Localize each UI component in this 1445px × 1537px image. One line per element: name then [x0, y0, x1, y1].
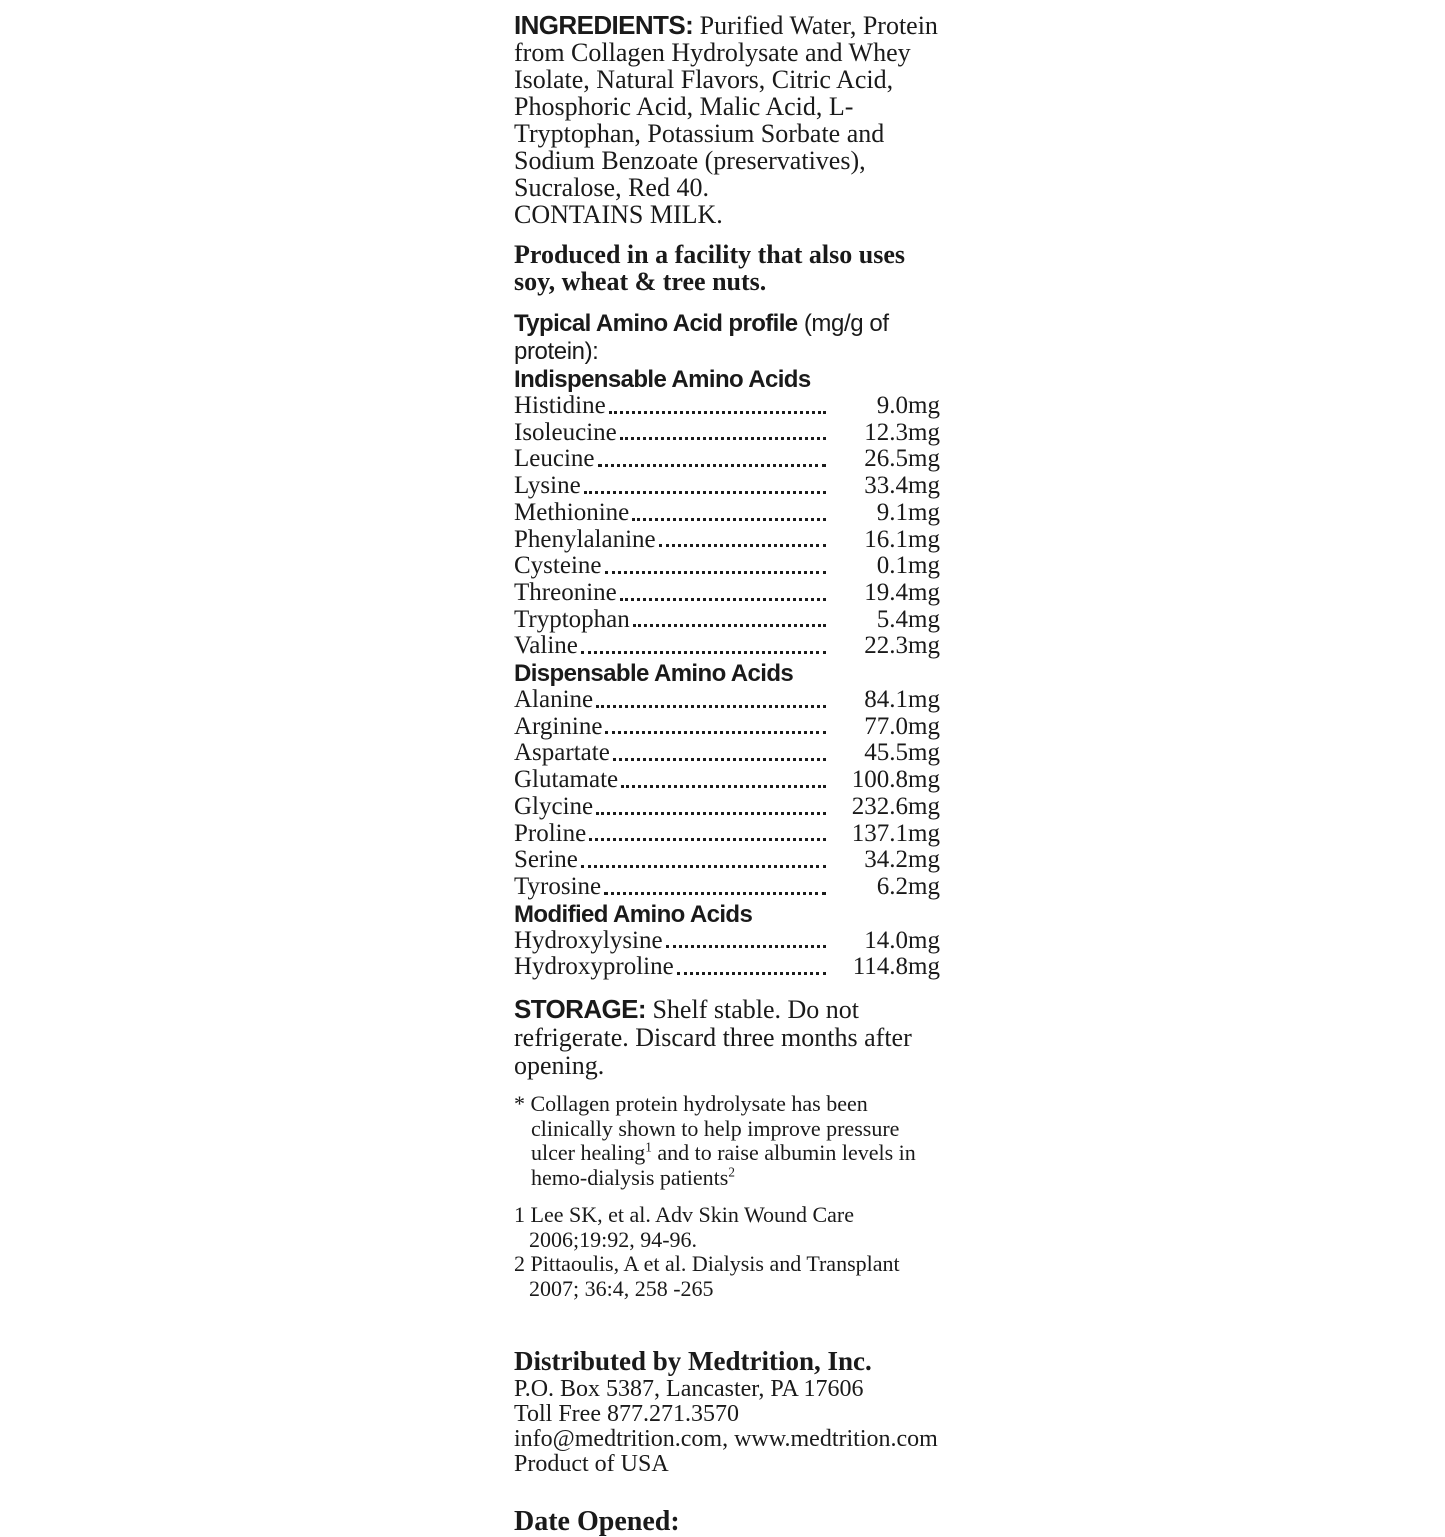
amino-row — [514, 954, 940, 981]
contains-milk-statement: CONTAINS MILK. — [514, 200, 723, 229]
reference-2-number: 2 — [514, 1251, 531, 1277]
dot-leader — [605, 571, 827, 574]
dot-leader — [621, 785, 826, 788]
amino-name: Tyrosine — [514, 872, 602, 900]
amino-row — [514, 607, 940, 634]
storage-heading: STORAGE: — [514, 994, 646, 1025]
storage-text: Shelf stable. Do not refrigerate. Discard three months after opening. — [514, 995, 912, 1081]
amino-value: 34.2mg — [864, 846, 940, 874]
ingredients-text: Purified Water, Protein from Collagen Hydrolysate and Whey Isolate, Natural Flavors, Citric Acid, Phosphoric Acid, Malic Acid, L-Tryptophan, Potassium Sorbate and Sodium Benzoate (preservatives), Sucralose, Red 40. — [514, 11, 938, 202]
amino-value: 26.5mg — [864, 445, 940, 473]
allergen-notice: Produced in a facility that also uses soy, wheat & tree nuts. — [514, 240, 905, 296]
amino-name: Proline — [514, 819, 587, 847]
distributor-address: P.O. Box 5387, Lancaster, PA 17606 — [514, 1376, 864, 1403]
dot-leader — [632, 518, 826, 521]
amino-value: 22.3mg — [864, 632, 940, 660]
amino-row — [514, 473, 940, 500]
amino-value: 16.1mg — [864, 525, 940, 553]
dot-leader — [581, 651, 826, 654]
date-opened-label: Date Opened: — [514, 1506, 680, 1537]
amino-profile-title — [514, 310, 940, 366]
amino-value: 6.2mg — [876, 872, 940, 900]
reference-2 — [514, 1252, 940, 1301]
amino-row — [514, 393, 940, 420]
amino-row — [514, 767, 940, 794]
amino-value: 84.1mg — [864, 686, 940, 714]
amino-name: Leucine — [514, 445, 595, 473]
dot-leader — [581, 865, 826, 868]
distributor-name: Distributed by Medtrition, Inc. — [514, 1346, 872, 1377]
amino-groups — [514, 366, 940, 981]
footnote-text-1: Collagen protein hydrolysate has been clinically shown to help improve pressure ulcer healing — [530, 1091, 900, 1166]
amino-value: 5.4mg — [876, 605, 940, 633]
product-origin: Product of USA — [514, 1451, 669, 1478]
amino-name: Threonine — [514, 578, 617, 606]
amino-name: Methionine — [514, 498, 630, 526]
dot-leader — [596, 812, 826, 815]
storage-paragraph — [514, 995, 940, 1080]
amino-name: Tryptophan — [514, 605, 630, 633]
reference-1-text: Lee SK, et al. Adv Skin Wound Care 2006;19:92, 94-96. — [529, 1202, 855, 1252]
dot-leader — [605, 731, 826, 734]
distributor-block — [514, 1346, 940, 1477]
distributor-phone: Toll Free 877.271.3570 — [514, 1401, 739, 1428]
amino-row — [514, 714, 940, 741]
dot-leader — [620, 598, 826, 601]
amino-name: Valine — [514, 632, 578, 660]
amino-value: 77.0mg — [864, 712, 940, 740]
footnote-marker: * — [514, 1091, 531, 1117]
amino-row — [514, 500, 940, 527]
amino-name: Arginine — [514, 712, 603, 740]
footnote-superscript-1: 1 — [645, 1139, 652, 1155]
amino-name: Glutamate — [514, 766, 619, 794]
amino-row — [514, 527, 940, 554]
amino-name: Serine — [514, 846, 578, 874]
footnote-superscript-2: 2 — [728, 1164, 735, 1180]
amino-name: Glycine — [514, 792, 594, 820]
amino-value: 232.6mg — [851, 792, 940, 820]
reference-2-text: Pittaoulis, A et al. Dialysis and Transplant 2007; 36:4, 258 -265 — [529, 1251, 900, 1301]
amino-value: 0.1mg — [876, 552, 940, 580]
amino-name: Phenylalanine — [514, 525, 656, 553]
amino-row — [514, 794, 940, 821]
amino-row — [514, 874, 940, 901]
amino-profile-title-bold: Typical Amino Acid profile — [514, 310, 798, 337]
amino-row — [514, 633, 940, 660]
amino-row — [514, 420, 940, 447]
amino-value: 137.1mg — [851, 819, 940, 847]
amino-row — [514, 553, 940, 580]
amino-name: Aspartate — [514, 739, 610, 767]
amino-name: Cysteine — [514, 552, 602, 580]
amino-row — [514, 847, 940, 874]
amino-value: 12.3mg — [864, 418, 940, 446]
dot-leader — [596, 705, 826, 708]
amino-row — [514, 580, 940, 607]
dot-leader — [589, 838, 826, 841]
dot-leader — [677, 972, 826, 975]
ingredients-paragraph — [514, 12, 940, 201]
amino-group-heading: Modified Amino Acids — [514, 900, 753, 928]
ingredients-heading: INGREDIENTS: — [514, 10, 694, 40]
amino-group-heading: Dispensable Amino Acids — [514, 660, 794, 688]
amino-value: 45.5mg — [864, 739, 940, 767]
amino-name: Histidine — [514, 392, 606, 419]
amino-value: 14.0mg — [864, 926, 940, 954]
amino-name: Hydroxylysine — [514, 926, 663, 954]
references — [514, 1203, 940, 1301]
dot-leader — [633, 624, 826, 627]
amino-name: Alanine — [514, 686, 594, 714]
amino-value: 114.8mg — [852, 953, 940, 981]
amino-name: Hydroxyproline — [514, 953, 674, 981]
dot-leader — [604, 892, 826, 895]
reference-1 — [514, 1203, 940, 1252]
amino-value: 9.1mg — [876, 498, 940, 526]
amino-name: Isoleucine — [514, 418, 617, 446]
amino-row — [514, 687, 940, 714]
amino-value: 100.8mg — [851, 766, 940, 794]
label-text-column — [514, 12, 940, 1537]
distributor-contact: info@medtrition.com, www.medtrition.com — [514, 1426, 938, 1453]
clinical-footnote — [514, 1092, 940, 1190]
dot-leader — [666, 945, 826, 948]
amino-group-heading: Indispensable Amino Acids — [514, 366, 811, 393]
amino-row — [514, 928, 940, 955]
amino-value: 33.4mg — [864, 472, 940, 500]
dot-leader — [613, 758, 826, 761]
dot-leader — [659, 544, 826, 547]
dot-leader — [584, 491, 826, 494]
reference-1-number: 1 — [514, 1202, 531, 1228]
amino-value: 19.4mg — [864, 578, 940, 606]
amino-row — [514, 740, 940, 767]
amino-profile-title-suffix: (mg/g of protein): — [514, 310, 889, 365]
amino-row — [514, 821, 940, 848]
amino-value: 9.0mg — [876, 392, 940, 419]
dot-leader — [620, 437, 826, 440]
dot-leader — [609, 411, 826, 414]
amino-name: Lysine — [514, 472, 581, 500]
amino-row — [514, 446, 940, 473]
footnote-text-2: and to raise albumin levels in hemo-dialysis patients — [531, 1140, 916, 1190]
dot-leader — [598, 464, 826, 467]
